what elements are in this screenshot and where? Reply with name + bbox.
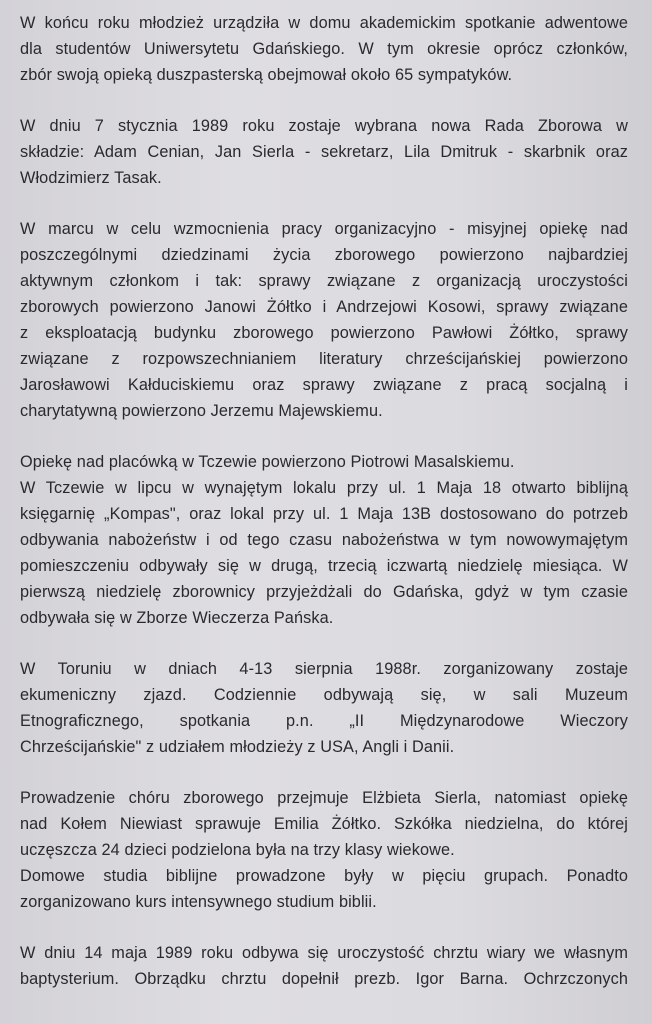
- text-line: W dniu 14 maja 1989 roku odbywa się uroczystość chrztu wiary we własnym: [20, 944, 628, 962]
- text-line: nad Kołem Niewiast sprawuje Emilia Żółtko. Szkółka niedzielna, do której: [20, 815, 628, 833]
- text-line: baptysterium. Obrządku chrztu dopełnił prezb. Igor Barna. Ochrzczonych: [20, 970, 628, 988]
- text-line: Włodzimierz Tasak.: [20, 169, 162, 187]
- paragraph-choir-and-school: [20, 785, 628, 915]
- text-line: W Tczewie w lipcu w wynajętym lokalu przy ul. 1 Maja 18 otwarto biblijną: [20, 479, 628, 497]
- text-line: charytatywną powierzono Jerzemu Majewskiemu.: [20, 402, 383, 420]
- text-line: W końcu roku młodzież urządziła w domu akademickim spotkanie adwentowe: [20, 14, 628, 32]
- text-line: odbywania nabożeństw i od tego czasu nabożeństwa w tym nowowymajętym: [20, 531, 628, 549]
- text-line: W marcu w celu wzmocnienia pracy organizacyjno - misyjnej opiekę nad: [20, 220, 628, 238]
- text-line: zorganizowano kurs intensywnego studium biblii.: [20, 893, 377, 911]
- text-line: Prowadzenie chóru zborowego przejmuje Elżbieta Sierla, natomiast opiekę: [20, 789, 628, 807]
- text-line: składzie: Adam Cenian, Jan Sierla - sekretarz, Lila Dmitruk - skarbnik oraz: [20, 143, 628, 161]
- text-line: poszczególnymi dziedzinami życia zborowego powierzono najbardziej: [20, 246, 628, 264]
- paragraph-baptism: [20, 940, 628, 992]
- text-line: Opiekę nad placówką w Tczewie powierzono Piotrowi Masalskiemu.: [20, 453, 515, 471]
- text-line: zbór swoją opieką duszpasterską obejmował około 65 sympatyków.: [20, 66, 513, 84]
- text-line: związane z rozpowszechnianiem literatury chrześcijańskiej powierzono: [20, 350, 628, 368]
- text-line: księgarnię „Kompas", oraz lokal przy ul. 1 Maja 13B dostosowano do potrzeb: [20, 505, 628, 523]
- text-line: pierwszą niedzielę zborownicy przyjeżdżali do Gdańska, gdyż w tym czasie: [20, 583, 628, 601]
- text-line: W dniu 7 stycznia 1989 roku zostaje wybrana nowa Rada Zborowa w: [20, 117, 628, 135]
- text-line: W Toruniu w dniach 4-13 sierpnia 1988r. zorganizowany zostaje: [20, 660, 628, 678]
- text-line: aktywnym członkom i tak: sprawy związane z organizacją uroczystości: [20, 272, 628, 290]
- paragraph-torun-congress: [20, 656, 628, 760]
- text-line: Chrześcijańskie" z udziałem młodzieży z USA, Angli i Danii.: [20, 738, 455, 756]
- paragraph-church-council: [20, 113, 628, 191]
- text-line: z eksploatacją budynku zborowego powierzono Pawłowi Żółtko, sprawy: [20, 324, 628, 342]
- text-line: dla studentów Uniwersytetu Gdańskiego. W tym okresie oprócz członków,: [20, 40, 628, 58]
- text-line: Jarosławowi Kałduciskiemu oraz sprawy związane z pracą socjalną i: [20, 376, 628, 394]
- paragraph-tczew-outpost: [20, 449, 628, 631]
- paragraph-march-assignments: [20, 216, 628, 424]
- text-line: uczęszcza 24 dzieci podzielona była na trzy klasy wiekowe.: [20, 841, 455, 859]
- paragraph-advent-meeting: [20, 10, 628, 88]
- text-line: odbywała się w Zborze Wieczerza Pańska.: [20, 609, 334, 627]
- text-line: zborowych powierzono Janowi Żółtko i Andrzejowi Kosowi, sprawy związane: [20, 298, 628, 316]
- text-line: Etnograficznego, spotkania p.n. „II Międzynarodowe Wieczory: [20, 712, 628, 730]
- text-line: pomieszczeniu odbywały się w drugą, trzecią iczwartą niedzielę miesiąca. W: [20, 557, 628, 575]
- text-line: ekumeniczny zjazd. Codziennie odbywają się, w sali Muzeum: [20, 686, 628, 704]
- text-line: Domowe studia biblijne prowadzone były w pięciu grupach. Ponadto: [20, 867, 628, 885]
